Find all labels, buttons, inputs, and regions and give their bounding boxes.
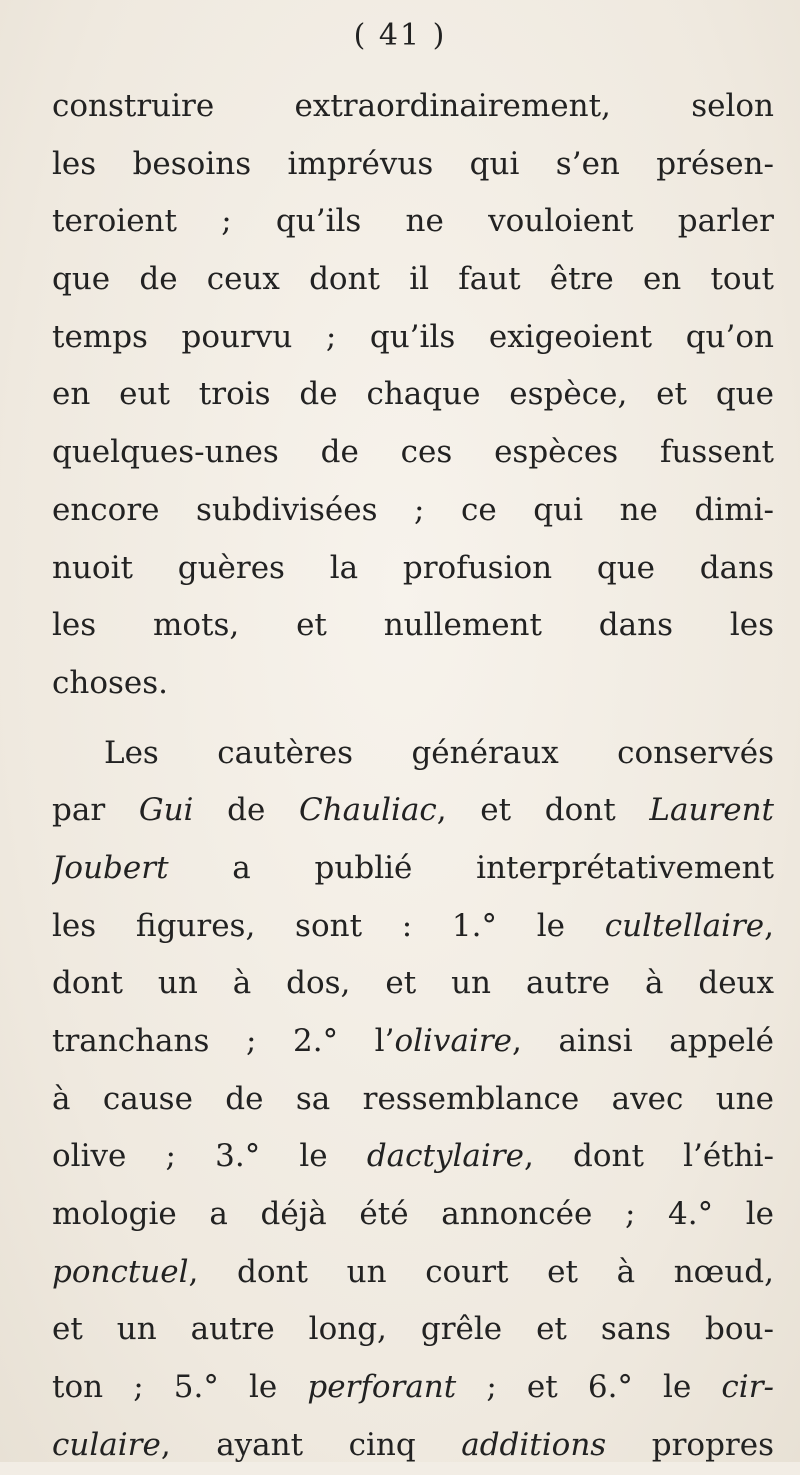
text-line (52, 898, 774, 956)
text-line (52, 1128, 774, 1186)
author-name: Joubert (52, 849, 169, 886)
text-span: , dont un court et à nœud, (188, 1253, 774, 1290)
text-line (52, 1244, 774, 1302)
text-line: et un autre long, grêle et sans bou- (52, 1311, 774, 1348)
text-span: les figures, sont : 1.° le (52, 907, 605, 944)
text-span: olive ; 3.° le (52, 1138, 367, 1175)
text-span: , (764, 907, 774, 944)
text-line (52, 840, 774, 898)
text-line: nuoit guères la profusion que dans (52, 549, 774, 586)
text-line: quelques-unes de ces espèces fussent (52, 434, 774, 471)
text-line: construire extraordinairement, selon (52, 88, 774, 124)
text-span: , ayant cinq (160, 1426, 462, 1463)
text-span: , et dont (436, 792, 650, 829)
text-line: dont un à dos, et un autre à deux (52, 965, 774, 1002)
term: additions (461, 1426, 607, 1463)
text-span: ; et 6.° le (456, 1369, 722, 1406)
text-line (52, 1013, 774, 1071)
text-line: que de ceux dont il faut être en tout (52, 261, 774, 298)
term: perforant (307, 1369, 457, 1406)
text-span: ton ; 5.° le (52, 1369, 308, 1406)
text-span: , ainsi appelé (512, 1023, 774, 1059)
page-number: ( 41 ) (353, 18, 447, 53)
author-name: Chauliac (298, 792, 437, 829)
text-span: de (193, 792, 299, 829)
text-line (52, 782, 774, 840)
text-span: , dont l’éthi- (523, 1138, 774, 1175)
author-name: Gui (138, 792, 194, 829)
text-line: Les cautères généraux conservés (104, 734, 774, 771)
paragraph (52, 725, 774, 1475)
paragraph (52, 78, 774, 713)
text-span: a publié interprétativement (168, 849, 774, 886)
text-line (52, 1359, 774, 1417)
text-line: choses. (52, 664, 169, 701)
text-line: temps pourvu ; qu’ils exigeoient qu’on (52, 318, 774, 355)
term: cir- (721, 1369, 774, 1406)
term: ponctuel (52, 1253, 189, 1290)
text-line: mologie a déjà été annoncée ; 4.° le (52, 1196, 774, 1233)
author-name: Laurent (649, 792, 774, 829)
text-line: les mots, et nullement dans les (52, 607, 774, 644)
text-span: tranchans ; 2.° l’ (52, 1023, 395, 1059)
text-span: propres (606, 1426, 774, 1463)
paragraph-gap (52, 713, 774, 725)
text-line: en eut trois de chaque espèce, et que (52, 376, 774, 413)
text-line: à cause de sa ressemblance avec une (52, 1080, 774, 1117)
text-span: par (52, 792, 139, 829)
text-line (52, 1417, 774, 1475)
term: olivaire (394, 1023, 513, 1059)
text-line: teroient ; qu’ils ne vouloient parler (52, 203, 774, 240)
term: culaire (52, 1426, 161, 1463)
text-line: les besoins imprévus qui s’en présen- (52, 145, 774, 182)
text-line: encore subdivisées ; ce qui ne dimi- (52, 491, 774, 528)
term: cultellaire (604, 907, 765, 944)
term: dactylaire (366, 1138, 524, 1175)
page-text (52, 78, 774, 1475)
